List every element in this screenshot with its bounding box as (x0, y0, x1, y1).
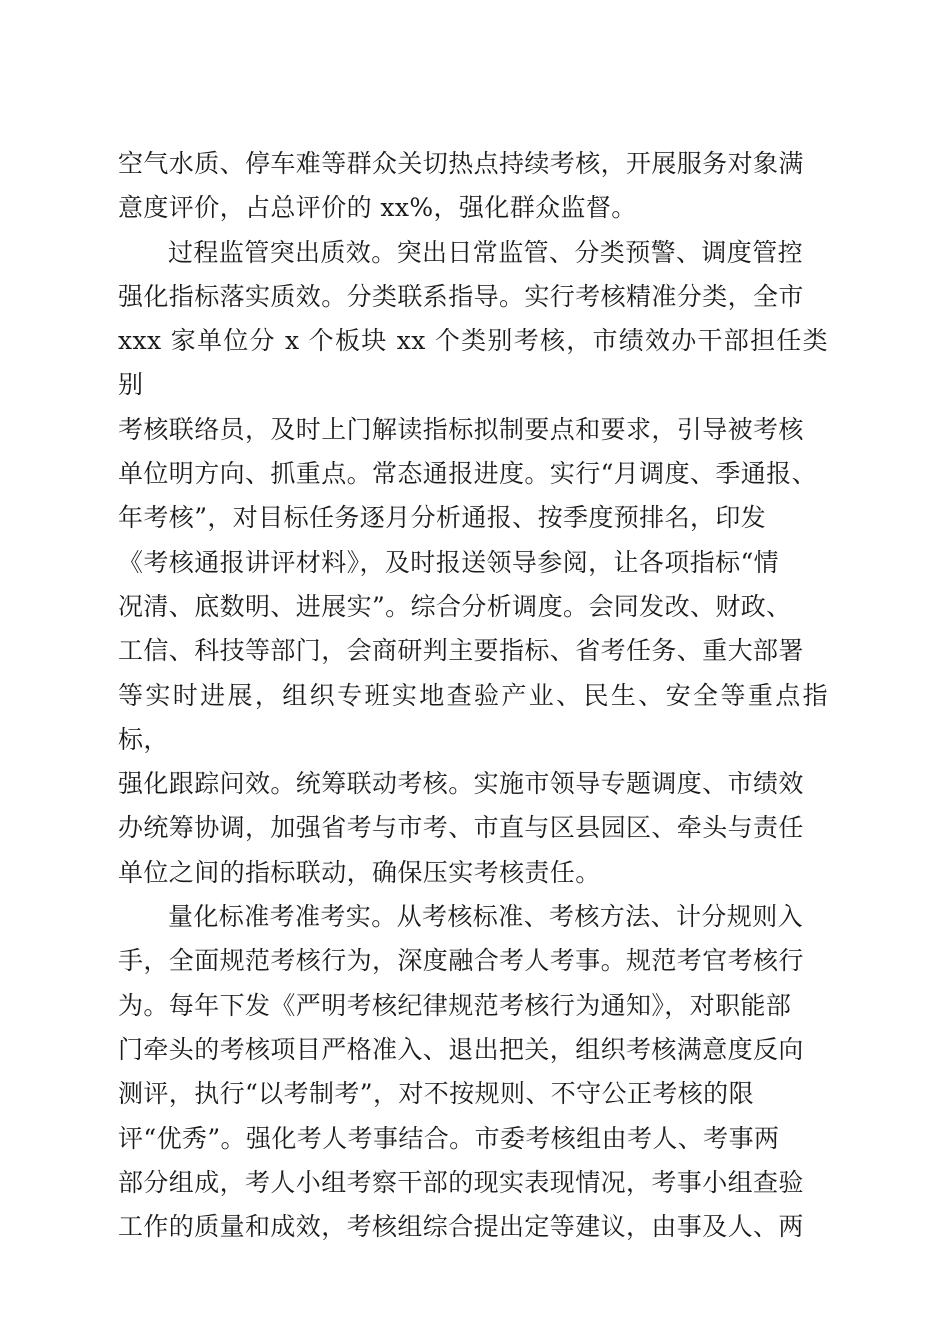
text-line: 办统筹协调，加强省考与市考、市直与区县园区、牵头与责任 (118, 813, 804, 843)
text-line: 门牵头的考核项目严格准入、退出把关，组织考核满意度反向 (118, 1034, 804, 1064)
text-line: 工信、科技等部门，会商研判主要指标、省考任务、重大部署 (118, 636, 804, 666)
text-line: 单位明方向、抓重点。常态通报进度。实行“月调度、季通报、 (118, 459, 817, 489)
text-line: 过程监管突出质效。突出日常监管、分类预警、调度管控 (168, 237, 804, 267)
text-line: 手，全面规范考核行为，深度融合考人考事。规范考官考核行 (118, 946, 804, 976)
paragraph-2 (118, 231, 828, 895)
text-line: 为。每年下发《严明考核纪律规范考核行为通知》，对职能部 (118, 990, 792, 1020)
text-line: 单位之间的指标联动，确保压实考核责任。 (118, 857, 601, 887)
paragraph-3 (118, 895, 828, 1249)
text-line: xxx 家单位分 x 个板块 xx 个类别考核，市绩效办干部担任类别 (118, 326, 828, 400)
text-line: 年考核”，对目标任务逐月分析通报、按季度预排名，印发 (118, 503, 767, 533)
text-line: 量化标准考准考实。从考核标准、考核方法、计分规则入 (168, 902, 804, 932)
text-line: 考核联络员，及时上门解读指标拟制要点和要求，引导被考核 (118, 414, 804, 444)
text-line: 部分组成，考人小组考察干部的现实表现情况，考事小组查验 (118, 1167, 804, 1197)
paragraph-1 (118, 142, 828, 231)
text-line: 强化跟踪问效。统筹联动考核。实施市领导专题调度、市绩效 (118, 769, 804, 799)
body-text (118, 142, 828, 1249)
text-line: 评“优秀”。强化考人考事结合。市委考核组由考人、考事两 (118, 1123, 780, 1153)
text-line: 强化指标落实质效。分类联系指导。实行考核精准分类，全市 (118, 281, 804, 311)
text-line: 等实时进展，组织专班实地查验产业、民生、安全等重点指标， (118, 680, 828, 754)
text-line: 空气水质、停车难等群众关切热点持续考核，开展服务对象满 (118, 149, 804, 178)
text-line: 况清、底数明、进展实”。综合分析调度。会同发改、财政、 (118, 591, 792, 621)
text-line: 工作的质量和成效，考核组综合提出定等建议，由事及人、两 (118, 1212, 804, 1242)
text-line: 测评，执行“以考制考”，对不按规则、不守公正考核的限 (118, 1079, 754, 1109)
text-line: 意度评价，占总评价的 xx%，强化群众监督。 (118, 193, 637, 223)
text-line: 《考核通报讲评材料》，及时报送领导参阅，让各项指标“情 (118, 547, 780, 577)
